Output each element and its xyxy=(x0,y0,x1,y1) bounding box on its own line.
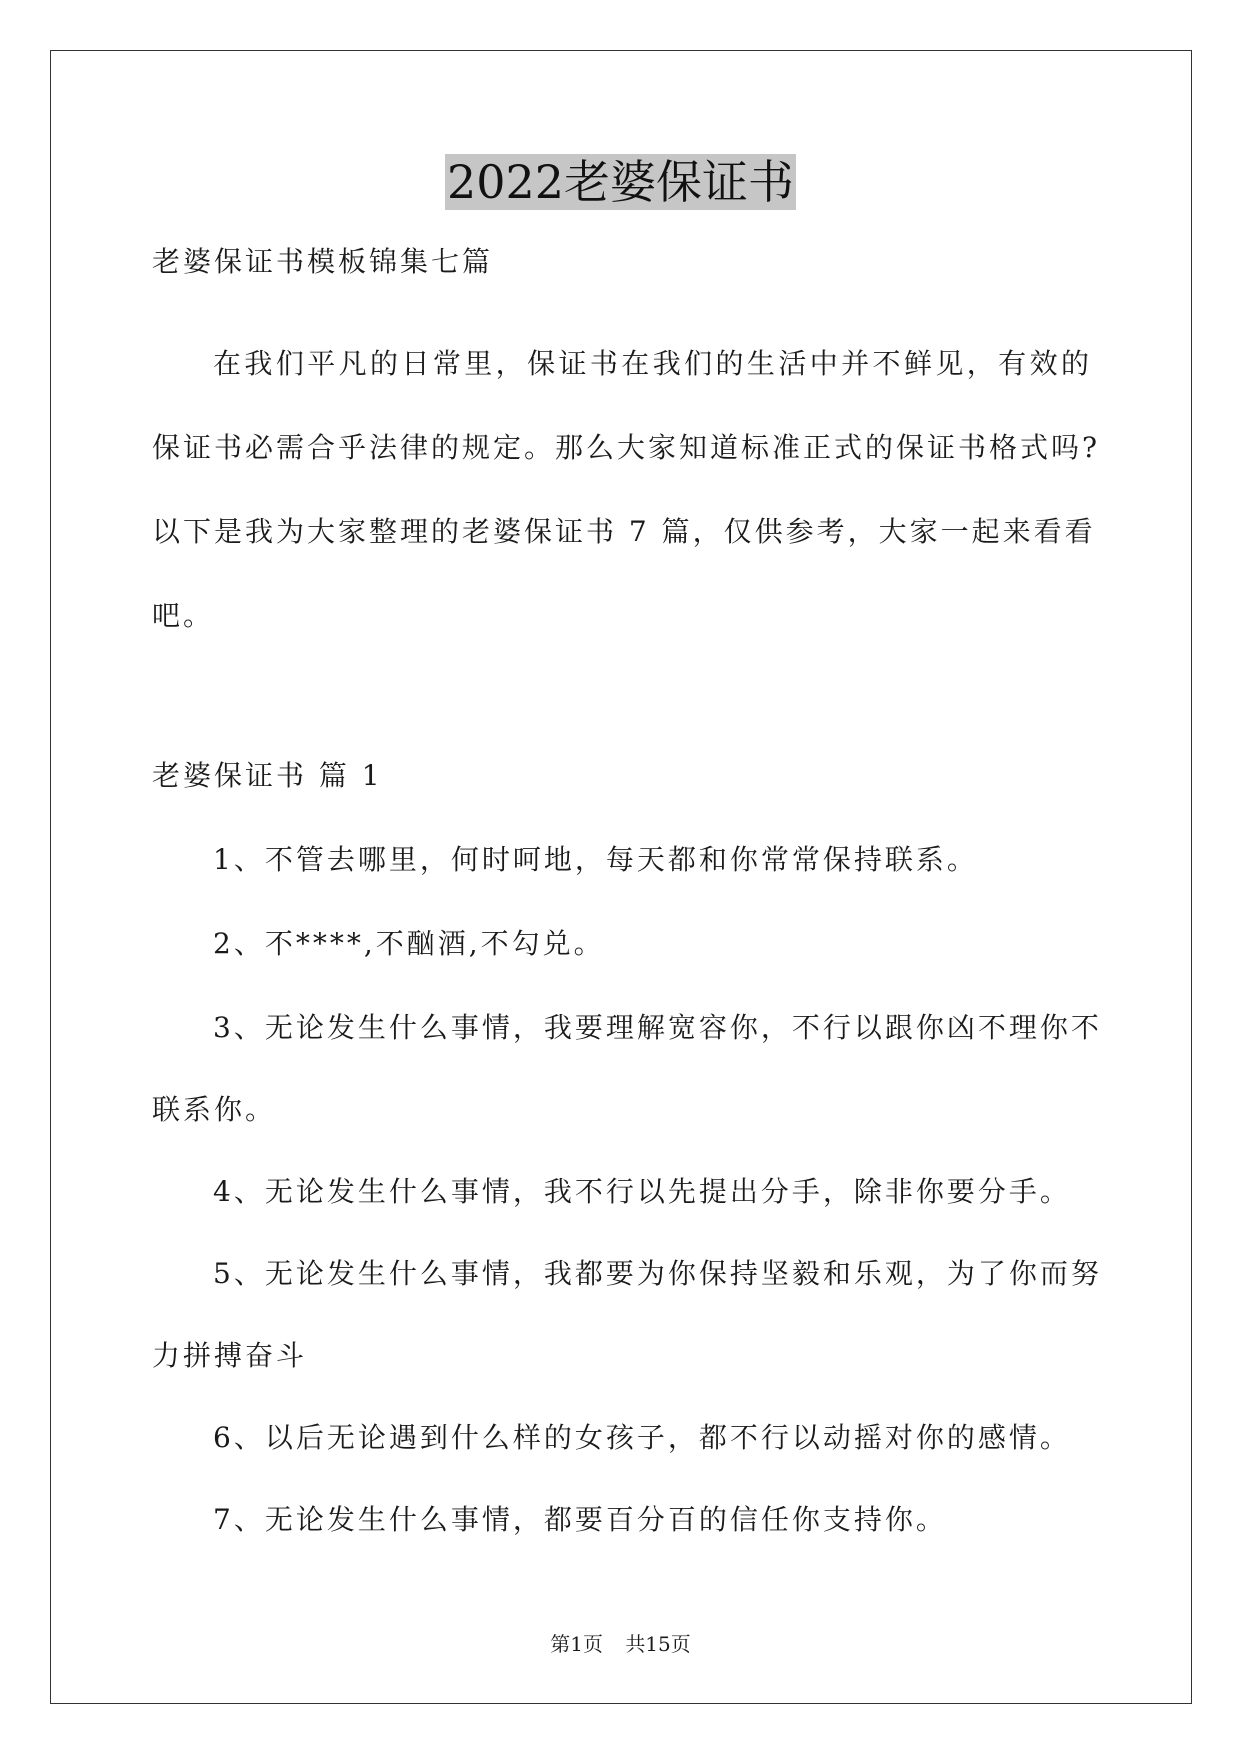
item-2: 2、不****,不酗酒,不勾兑。 xyxy=(213,927,605,960)
item-5: 5、无论发生什么事情，我都要为你保持坚毅和乐观，为了你而努 xyxy=(213,1257,1102,1290)
item-6: 6、以后无论遇到什么样的女孩子，都不行以动摇对你的感情。 xyxy=(213,1421,1071,1454)
page-number: 第1页 xyxy=(550,1632,603,1656)
item-5-continued: 力拼搏奋斗 xyxy=(152,1339,308,1372)
item-7: 7、无论发生什么事情，都要百分百的信任你支持你。 xyxy=(213,1503,947,1536)
item-1: 1、不管去哪里，何时呵地，每天都和你常常保持联系。 xyxy=(213,843,978,876)
document-subtitle: 老婆保证书模板锦集七篇 xyxy=(152,245,494,278)
title-container xyxy=(0,154,1241,210)
intro-line-1: 在我们平凡的日常里，保证书在我们的生活中并不鲜见，有效的 xyxy=(213,347,1092,380)
section-heading: 老婆保证书 篇 1 xyxy=(152,759,383,792)
page-total: 共15页 xyxy=(625,1632,691,1656)
item-3-continued: 联系你。 xyxy=(152,1093,277,1126)
item-4: 4、无论发生什么事情，我不行以先提出分手，除非你要分手。 xyxy=(213,1175,1071,1208)
intro-line-3: 以下是我为大家整理的老婆保证书 7 篇，仅供参考，大家一起来看看 xyxy=(152,515,1096,548)
intro-line-4: 吧。 xyxy=(152,599,215,632)
item-3: 3、无论发生什么事情，我要理解宽容你，不行以跟你凶不理你不 xyxy=(213,1011,1102,1044)
page-footer xyxy=(0,1632,1241,1656)
document-title: 2022老婆保证书 xyxy=(446,155,795,209)
intro-line-2: 保证书必需合乎法律的规定。那么大家知道标准正式的保证书格式吗? xyxy=(152,431,1101,464)
